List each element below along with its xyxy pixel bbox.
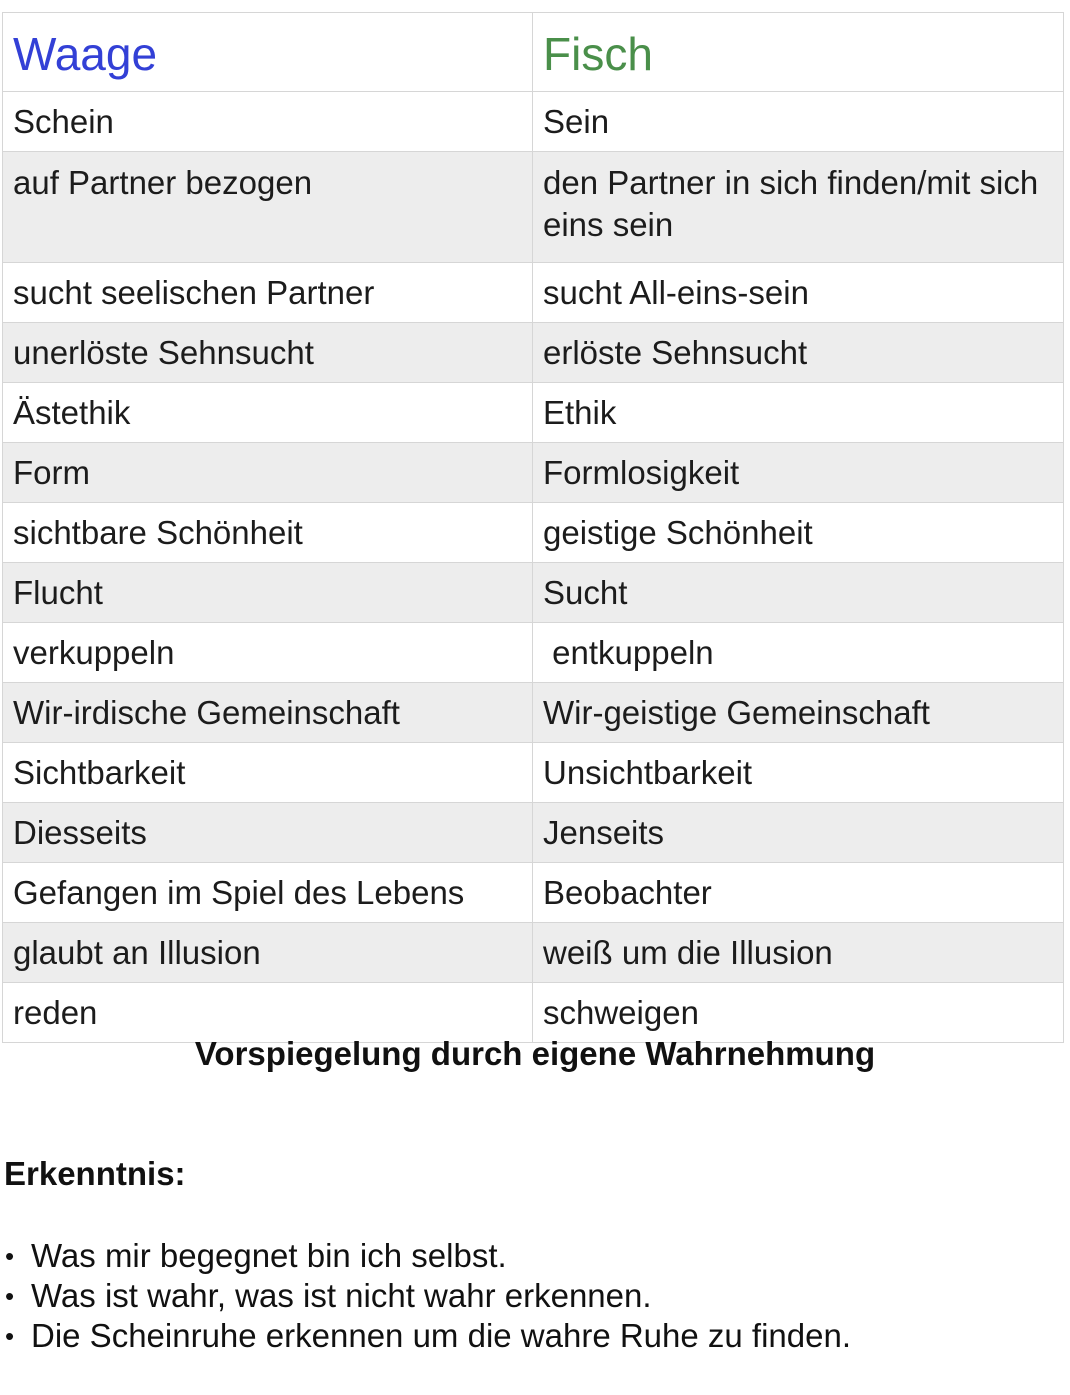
list-item-text: Was ist wahr, was ist nicht wahr erkennen. bbox=[31, 1277, 652, 1314]
header-fisch: Fisch bbox=[533, 13, 1064, 92]
cell-fisch: Beobachter bbox=[533, 863, 1064, 923]
list-item-text: Die Scheinruhe erkennen um die wahre Ruhe zu finden. bbox=[31, 1317, 852, 1354]
cell-fisch: Ethik bbox=[533, 383, 1064, 443]
cell-waage: Gefangen im Spiel des Lebens bbox=[3, 863, 533, 923]
table-row bbox=[3, 743, 1064, 803]
cell-fisch: entkuppeln bbox=[533, 623, 1064, 683]
cell-fisch: Sein bbox=[533, 92, 1064, 152]
cell-waage: sucht seelischen Partner bbox=[3, 263, 533, 323]
cell-waage: sichtbare Schönheit bbox=[3, 503, 533, 563]
insight-heading: Erkenntnis: bbox=[4, 1155, 186, 1192]
header-waage: Waage bbox=[3, 13, 533, 92]
cell-fisch: weiß um die Illusion bbox=[533, 923, 1064, 983]
list-item bbox=[0, 1276, 1060, 1316]
insight-list bbox=[0, 1236, 1060, 1356]
table-row bbox=[3, 803, 1064, 863]
list-item bbox=[0, 1236, 1060, 1276]
table-row bbox=[3, 323, 1064, 383]
cell-fisch: geistige Schönheit bbox=[533, 503, 1064, 563]
table-row bbox=[3, 152, 1064, 263]
cell-waage: verkuppeln bbox=[3, 623, 533, 683]
cell-waage: glaubt an Illusion bbox=[3, 923, 533, 983]
bullet-icon: • bbox=[5, 1281, 15, 1311]
bullet-icon: • bbox=[5, 1321, 15, 1351]
list-item bbox=[0, 1316, 1060, 1356]
cell-fisch: erlöste Sehnsucht bbox=[533, 323, 1064, 383]
comparison-table bbox=[2, 12, 1064, 1043]
list-item-text: Was mir begegnet bin ich selbst. bbox=[31, 1237, 507, 1274]
table-caption: Vorspiegelung durch eigene Wahrnehmung bbox=[194, 1035, 876, 1072]
table-row bbox=[3, 863, 1064, 923]
cell-waage: unerlöste Sehnsucht bbox=[3, 323, 533, 383]
cell-fisch: sucht All-eins-sein bbox=[533, 263, 1064, 323]
cell-waage: Flucht bbox=[3, 563, 533, 623]
table-row bbox=[3, 443, 1064, 503]
cell-fisch: schweigen bbox=[533, 983, 1064, 1043]
table-row bbox=[3, 92, 1064, 152]
cell-waage: Sichtbarkeit bbox=[3, 743, 533, 803]
table-row bbox=[3, 683, 1064, 743]
cell-waage: Form bbox=[3, 443, 533, 503]
cell-fisch: den Partner in sich finden/mit sich eins sein bbox=[533, 152, 1064, 263]
cell-waage: Ästethik bbox=[3, 383, 533, 443]
table-row bbox=[3, 923, 1064, 983]
table-header-row bbox=[3, 13, 1064, 92]
cell-waage: Wir-irdische Gemeinschaft bbox=[3, 683, 533, 743]
cell-fisch: Unsichtbarkeit bbox=[533, 743, 1064, 803]
bullet-icon: • bbox=[5, 1241, 15, 1271]
cell-waage: Diesseits bbox=[3, 803, 533, 863]
cell-fisch: Formlosigkeit bbox=[533, 443, 1064, 503]
table-row bbox=[3, 563, 1064, 623]
cell-waage: Schein bbox=[3, 92, 533, 152]
cell-waage: reden bbox=[3, 983, 533, 1043]
table-row bbox=[3, 263, 1064, 323]
table-row bbox=[3, 383, 1064, 443]
table-row bbox=[3, 623, 1064, 683]
cell-fisch: Jenseits bbox=[533, 803, 1064, 863]
cell-fisch: Wir-geistige Gemeinschaft bbox=[533, 683, 1064, 743]
cell-waage: auf Partner bezogen bbox=[3, 152, 533, 263]
cell-fisch: Sucht bbox=[533, 563, 1064, 623]
table-row bbox=[3, 503, 1064, 563]
